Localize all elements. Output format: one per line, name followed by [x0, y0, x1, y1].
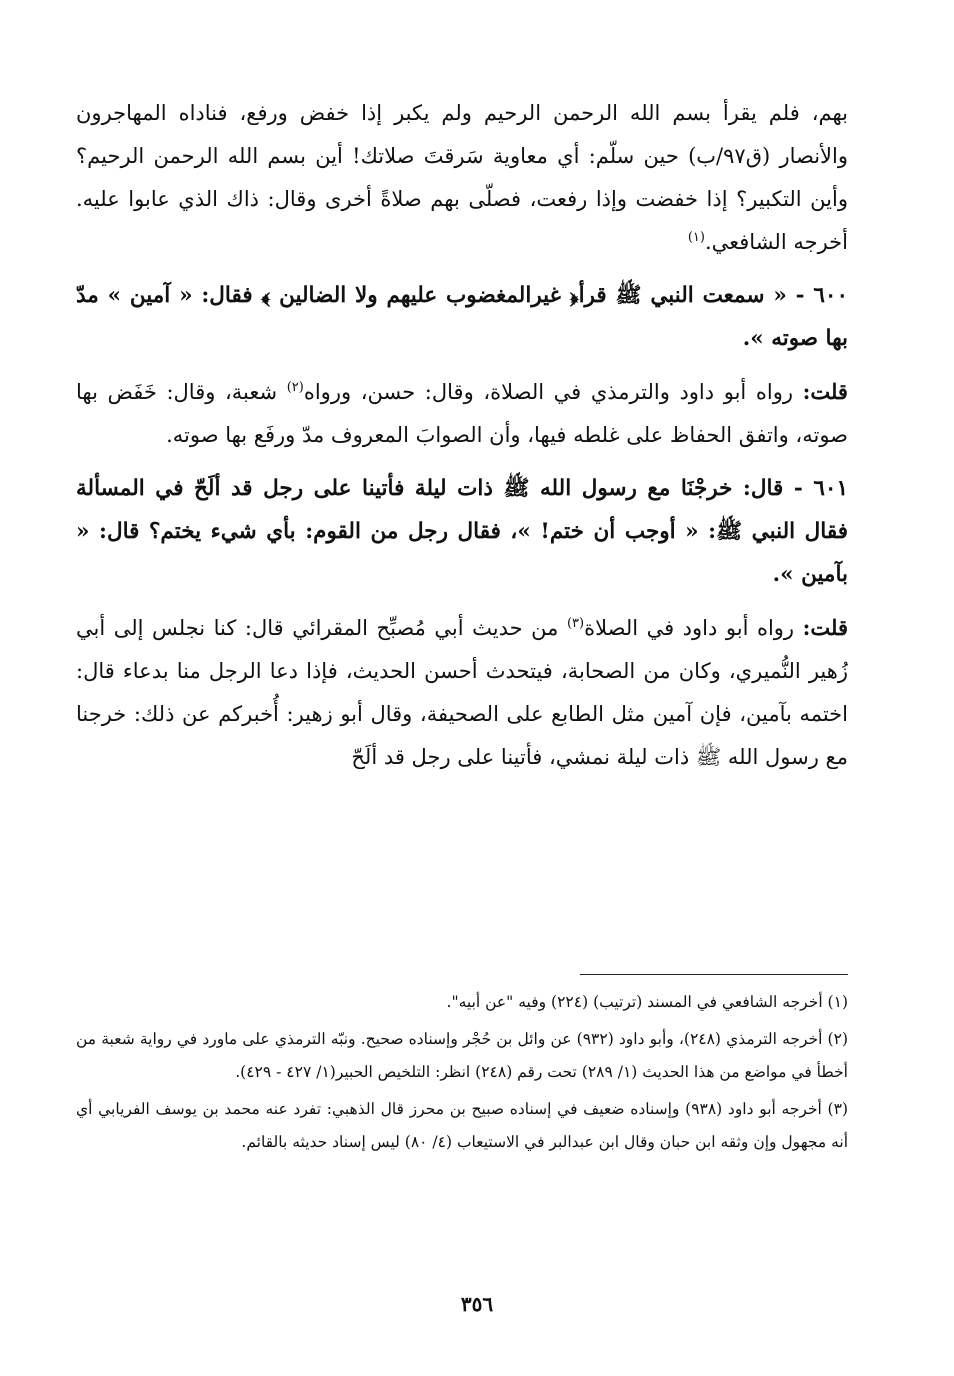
commentary-601 [76, 606, 848, 779]
footnote-divider [580, 974, 848, 975]
footnote-2: (٢) أخرجه الترمذي (٢٤٨)، وأبو داود (٩٣٢) عن وائل بن حُجْر وإسناده صحيح. ونبّه الترمذي على ماورد في رواية شعبة من أخطأ في مواضع من هذا الحديث (١/ ٢٨٩) تحت رقم (٢٤٨) انظر: التلخيص الحبير(١/ ٤٢٧ - ٤٢٩). [76, 1030, 848, 1081]
commentary-text: رواه أبو داود والترمذي في الصلاة، وقال: حسن، ورواه [303, 380, 793, 404]
commentary-text: رواه أبو داود في الصلاة [584, 616, 795, 640]
hadith-600: ٦٠٠ - « سمعت النبي ﷺ قرأ﴿ غيرالمغضوب عليهم ولا الضالين ﴾ فقال: « آمين » مدّ بها صوته ». [76, 283, 848, 351]
paragraph-text: بهم، فلم يقرأ بسم الله الرحمن الرحيم ولم يكبر إذا خفض ورفع، فناداه المهاجرون والأنصار (ق٩٧/ب) حين سلّم: أي معاوية سَرقتَ صلاتك! أين بسم الله الرحمن الرحيم؟ وأين التكبير؟ إذا خفضت وإذا رفعت، فصلّى بهم صلاةً أخرى وقال: ذاك الذي عابوا عليه. أخرجه الشافعي. [76, 101, 848, 254]
footnotes [76, 986, 848, 1163]
commentary-lead: قلت: [802, 379, 848, 404]
commentary-lead: قلت: [802, 615, 848, 640]
commentary-text: من حديث أبي مُصبِّح المقرائي قال: كنا نجلس إلى أبي زُهير النُّميري، وكان من الصحابة، فيتحدث أحسن الحديث، فإذا دعا الرجل منا بدعاء قال: اختمه بآمين، فإن آمين مثل الطابع على الصحيفة، وقال أبو زهير: أُخبركم عن ذلك: خرجنا مع رسول الله ﷺ ذات ليلة نمشي، فأتينا على رجل قد ألَحّ [76, 616, 848, 769]
footnote-ref[interactable]: (٣) [566, 616, 585, 631]
footnote-ref[interactable]: (٢) [286, 380, 304, 395]
hadith-601: ٦٠١ - قال: خرجْنَا مع رسول الله ﷺ ذات ليلة فأتينا على رجل قد ألَحّ في المسألة فقال النبي ﷺ: « أوجب أن ختم! »، فقال رجل من القوم: بأي شيء يختم؟ قال: « بآمين ». [76, 476, 848, 587]
commentary-text: شعبة، وقال: خَفَض بها صوته، واتفق الحفاظ على غلطه فيها، وأن الصوابَ المعروف مدّ ورفَع بها صوته. [76, 380, 848, 447]
footnote-3: (٣) أخرجه أبو داود (٩٣٨) وإسناده ضعيف في إسناده صبيح بن محرز قال الذهبي: تفرد عنه محمد بن يوسف الفريابي أي أنه مجهول وإن وثقه ابن حبان وقال ابن عبدالبر في الاستيعاب (٤/ ٨٠) ليس إسناد حديثه بالقائم. [76, 1100, 848, 1151]
footnote-1: (١) أخرجه الشافعي في المسند (ترتيب) (٢٢٤) وفيه "عن أبيه". [446, 993, 848, 1011]
body-paragraph-1 [76, 92, 848, 264]
page-number: ٣٥٦ [460, 1292, 494, 1316]
footnote-ref[interactable]: (١) [687, 230, 705, 245]
commentary-600 [76, 370, 848, 457]
